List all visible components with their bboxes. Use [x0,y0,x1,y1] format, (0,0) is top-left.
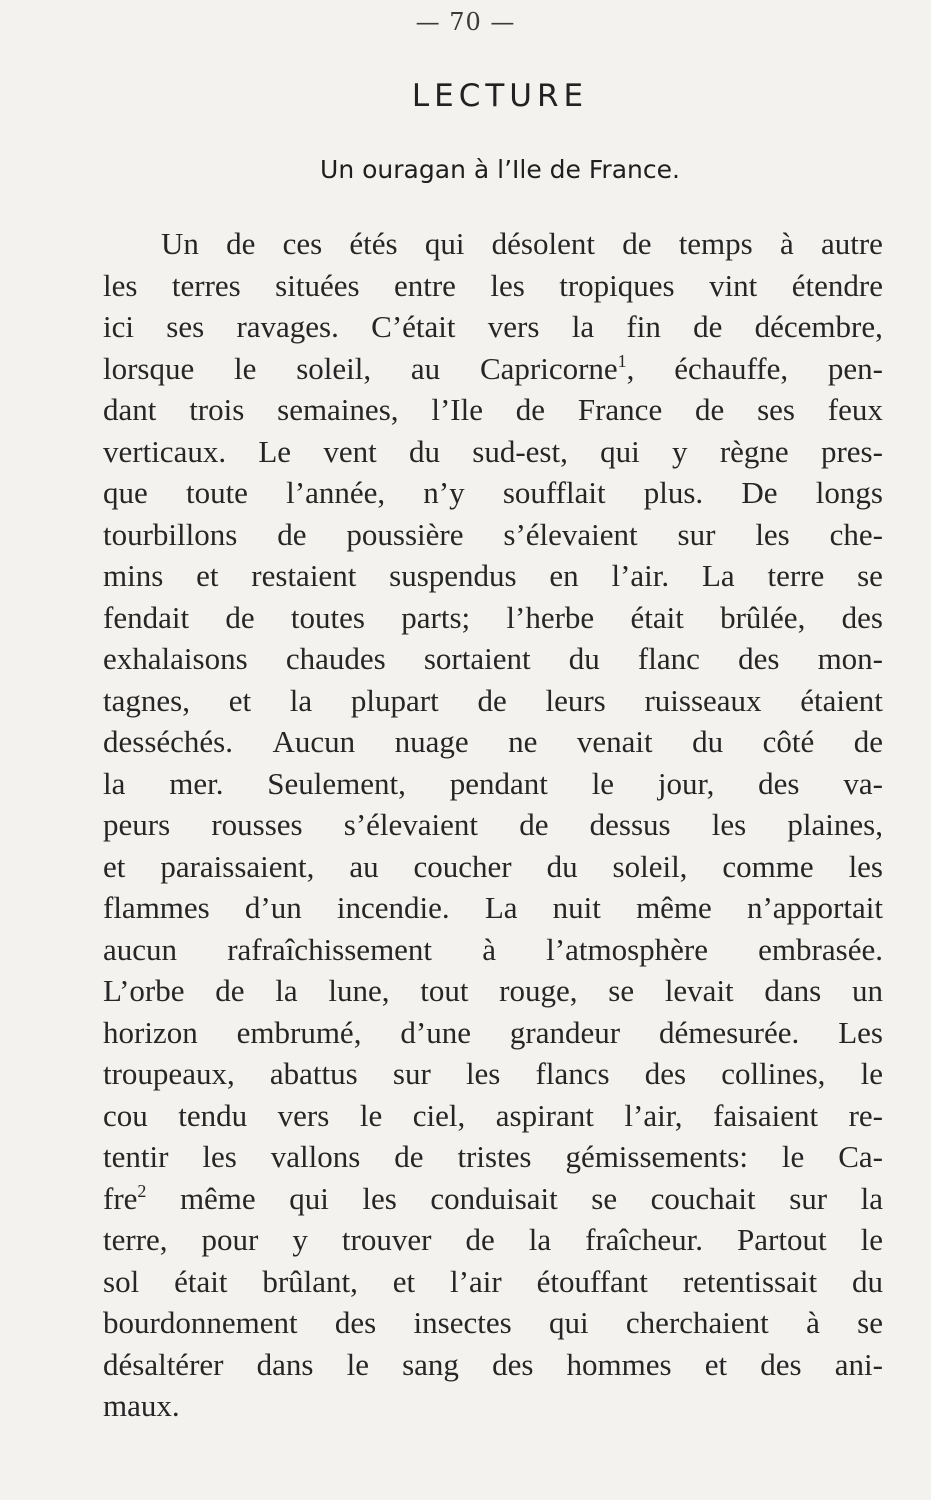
text-line [103,1095,883,1137]
word: des [760,1346,802,1382]
text-line [103,680,883,722]
word: à [806,1305,820,1340]
word: que [103,475,148,510]
word: en [549,558,579,593]
word: nuage [394,724,469,759]
word: du [546,848,578,884]
word: du [409,433,440,469]
text-line [103,1385,883,1427]
word: embrumé, [236,1014,362,1050]
text-line [103,1012,883,1054]
word: d’une [400,1014,471,1050]
word: jour, [657,765,715,801]
word: pen- [827,350,883,386]
text-line [103,1219,883,1261]
word: rafraîchissement [227,931,433,967]
text-line [103,929,883,971]
word: sud-est, [472,433,568,469]
word: et [103,848,126,884]
text-line [103,306,883,348]
word: sur [677,516,716,552]
word: parts; [401,599,471,635]
word: temps [678,226,753,261]
text-line [103,1344,883,1386]
word: maux. [103,1388,180,1423]
word: couchait [650,1180,756,1216]
word: sortaient [423,641,531,676]
text-line [103,389,883,431]
word: les [362,1180,397,1216]
word: qui [548,1305,589,1340]
word: autre [820,226,883,261]
word: les [465,1056,501,1091]
word: Capricorne$^1$, [479,350,635,386]
word: La [484,890,518,925]
word: soleil, [296,350,372,386]
text-line [103,1178,883,1220]
word: échauffe, [674,350,789,386]
word: abattus [269,1056,358,1091]
word: de [215,973,245,1008]
word: brûlant, [262,1263,358,1299]
word: toutes [290,599,365,635]
word: du [692,724,724,759]
text-line [103,970,883,1012]
text-line [103,597,883,639]
word: l’air [450,1263,502,1299]
word: de [519,807,549,842]
word: horizon [103,1014,198,1050]
word: brûlée, [720,599,806,635]
word: dans [764,973,822,1008]
word: s’élevaient [343,807,479,842]
word: pendant [449,765,548,801]
word: fendait [103,599,190,635]
text-line [103,763,883,805]
word: vint [709,267,758,303]
word: che- [829,516,883,552]
word: se [608,973,635,1008]
word: d’un [244,890,302,925]
word: embrasée. [758,931,883,967]
word: même [179,1180,256,1216]
word: le [860,1056,883,1091]
text-line [103,431,883,473]
word: Aucun [272,724,356,759]
word: le [860,1222,883,1257]
text-line [103,846,883,888]
text-line [103,348,883,390]
word: fraîcheur. [585,1222,704,1257]
text-line [103,1053,883,1095]
text-line [103,514,883,556]
word: paraissaient, [160,848,315,884]
word: du [568,641,600,676]
word: pour [201,1222,259,1257]
word: des [492,1346,534,1382]
text-line [103,887,883,929]
word: l’atmosphère [546,931,708,967]
word: Ca- [838,1139,883,1174]
word: les [103,267,138,303]
word: vallons [270,1139,361,1174]
word: qui [289,1180,329,1216]
word: et [228,682,252,718]
word: fin [626,309,661,344]
word: tropiques [559,267,675,303]
word: aspirant [495,1097,594,1133]
word: démesurée. [658,1014,800,1050]
word: ruisseaux [644,682,762,718]
word: comme [722,848,814,884]
word: chaudes [285,641,386,676]
word: qui [600,433,640,469]
word: l’air, [624,1097,683,1133]
word: venait [576,724,653,759]
word: flanc [637,641,700,676]
word: flancs [535,1056,610,1091]
word: de [225,599,255,635]
word: de [853,724,883,759]
word: C’était [371,309,456,344]
word: et [704,1346,728,1382]
word: les [202,1139,237,1174]
word: se [591,1180,618,1216]
word: sur [392,1056,431,1091]
word: vent [323,433,377,469]
text-line [103,472,883,514]
text-line [103,555,883,597]
word: gémissements: [565,1139,748,1174]
word: bourdonnement [103,1305,298,1340]
word: De [741,475,778,510]
word: Un [161,226,199,261]
word: tagnes, [103,682,190,718]
word: n’apportait [746,890,883,925]
reading-passage [103,223,883,1427]
word: dans [256,1346,314,1382]
text-line [103,804,883,846]
word: se [857,558,883,593]
word: y [672,433,688,469]
word: ces [282,226,323,261]
text-line [103,1302,883,1344]
word: mer. [169,765,224,801]
word: de [277,516,307,552]
word: insectes [413,1305,512,1340]
word: mon- [817,641,883,676]
word: dant [103,392,157,427]
word: rousses [211,807,303,842]
word: étendre [791,267,883,303]
word: aucun [103,931,178,967]
word: du [852,1263,883,1299]
word: grandeur [509,1014,621,1050]
word: la [860,1180,883,1216]
word: désolent [491,226,595,261]
word: règne [719,433,789,469]
text-line [103,721,883,763]
word: ciel, [412,1097,466,1133]
word: nuit [552,890,601,925]
word: faisaient [713,1097,819,1133]
word: à [482,931,496,967]
word: la [528,1222,552,1257]
word: les [711,807,747,842]
word: un [851,973,883,1008]
text-line [103,223,883,265]
section-heading: LECTURE [411,78,589,114]
word: ani- [834,1346,883,1382]
word: la [289,682,313,718]
word: La [701,558,735,593]
word: de [477,682,507,718]
word: Seulement, [267,765,406,801]
word: qui [424,226,465,261]
word: plupart [350,682,439,718]
word: étaient [800,682,883,718]
word: suspendus [389,558,517,593]
word: la [571,309,595,344]
word: sur [789,1180,828,1216]
word: poussière [346,516,464,552]
word: hommes [566,1346,672,1382]
word: Les [838,1014,883,1050]
word: l’année, [286,475,386,510]
word: des [644,1056,687,1091]
word: et [392,1263,416,1299]
word: le [359,1097,383,1133]
word: incendie. [336,890,450,925]
text-line [103,265,883,307]
word: vers [487,309,540,344]
text-line [103,638,883,680]
word: étouffant [536,1263,648,1299]
word: était [630,599,684,635]
word: exhalaisons [103,641,248,676]
text-line [103,1261,883,1303]
word: conduisait [430,1180,558,1216]
word: et [196,558,219,593]
word: longs [815,475,883,510]
word: les [755,516,790,552]
word: soleil, [612,848,688,884]
word: de [465,1222,495,1257]
word: étés [349,226,398,261]
word: ses [166,309,205,344]
word: à [779,226,794,261]
word: au [410,350,441,386]
word: décembre, [754,309,883,344]
word: le [781,1139,805,1174]
word: Le [258,433,292,469]
word: L’orbe [103,973,185,1008]
word: même [636,890,712,925]
word: de [693,309,723,344]
word: cou [103,1097,148,1133]
word: de [394,1139,424,1174]
word: entre [393,267,456,303]
word: de [622,226,652,261]
word: ici [103,309,134,344]
word: était [174,1263,228,1299]
word: trouver [341,1222,432,1257]
word: retentissait [682,1263,818,1299]
word: l’Ile [431,392,483,427]
word: ses [757,392,795,427]
text-line [103,1136,883,1178]
word: collines, [721,1056,826,1091]
word: lorsque [103,350,195,386]
chapter-title: Un ouragan à l’Ile de France. [320,155,680,184]
word: tout [420,973,469,1008]
word: l’air. [611,558,670,593]
word: se [857,1305,883,1340]
word: desséchés. [103,724,233,759]
word: de [226,226,256,261]
word: le [346,1346,369,1382]
word: rouge, [499,973,578,1008]
word: désaltérer [103,1346,224,1382]
word: tourbillons [103,516,238,552]
word: le [591,765,615,801]
word: levait [664,973,734,1008]
word: feux [827,392,883,427]
word: tentir [103,1139,169,1174]
word: terre [767,558,825,593]
word: vers [277,1097,330,1133]
word: Partout [737,1222,827,1257]
word: mins [103,558,164,593]
word: le [234,350,257,386]
word: flammes [103,890,210,925]
word: terres [171,267,241,303]
word: re- [848,1097,883,1133]
word: n’y [423,475,465,510]
word: pres- [820,433,883,469]
word: l’herbe [506,599,595,635]
word: cherchaient [625,1305,769,1340]
word: semaines, [277,392,399,427]
word: tendu [178,1097,248,1133]
word: côté [762,724,815,759]
word: des [738,641,780,676]
page-number: — 70 — [415,8,516,36]
word: restaient [251,558,357,593]
word: s’élevaient [503,516,638,552]
word: ne [508,724,538,759]
word: les [848,848,883,884]
word: des [334,1305,377,1340]
word: peurs [103,807,171,842]
word: de [695,392,725,427]
word: leurs [545,682,606,718]
word: France [577,392,663,427]
word: situées [275,267,360,303]
word: coucher [413,848,512,884]
word: terre, [103,1222,168,1257]
word: trois [189,392,245,427]
word: sol [103,1263,140,1299]
word: verticaux. [103,433,227,469]
word: la [275,973,298,1008]
word: fre$^2$ [103,1180,147,1216]
word: lune, [328,973,390,1008]
word: y [292,1222,308,1257]
word: troupeaux, [103,1056,235,1091]
word: au [349,848,379,884]
word: plaines, [787,807,883,842]
word: ravages. [236,309,339,344]
word: sang [402,1346,459,1382]
word: plus. [643,475,704,510]
word: des [841,599,883,635]
word: dessus [589,807,671,842]
word: la [103,765,126,801]
word: toute [185,475,248,510]
word: soufflait [502,475,606,510]
word: de [515,392,546,427]
word: les [490,267,525,303]
word: des [758,765,800,801]
word: va- [843,765,883,801]
word: tristes [457,1139,532,1174]
